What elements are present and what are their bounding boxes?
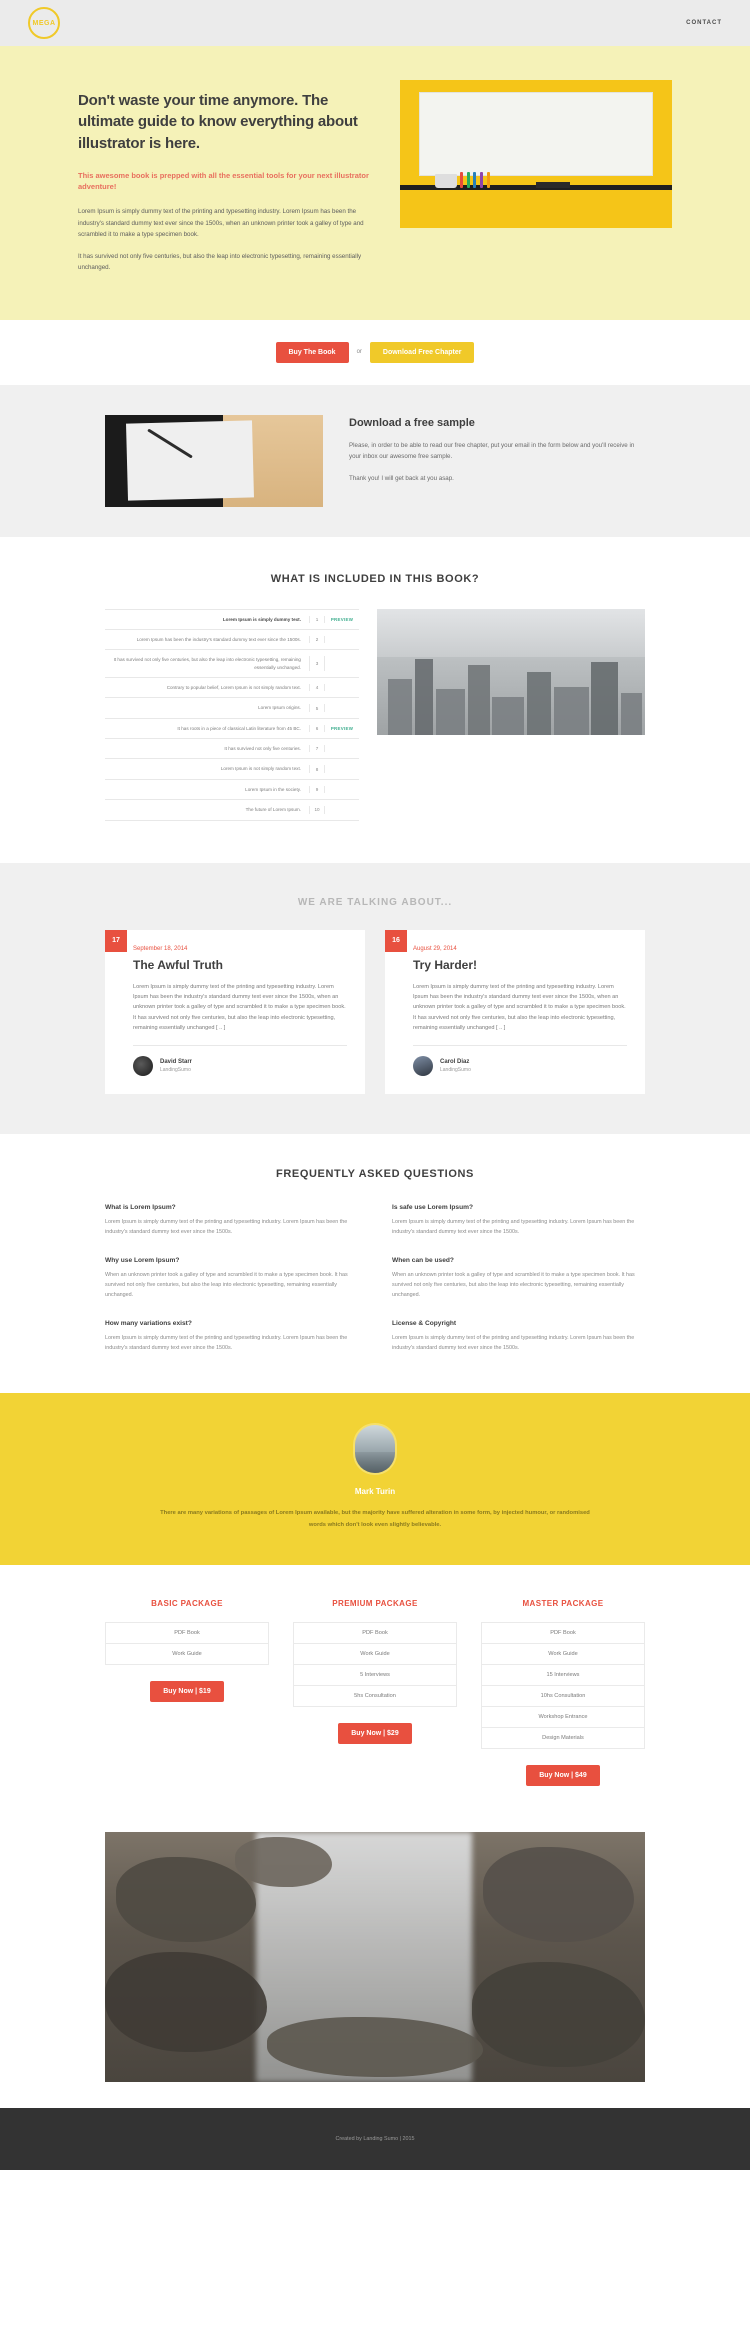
free-sample-section <box>0 385 750 537</box>
table-row[interactable] <box>105 759 359 779</box>
preview-link[interactable]: PREVIEW <box>330 725 354 731</box>
marker-icon <box>460 172 463 188</box>
plan-name: PREMIUM PACKAGE <box>332 1599 418 1609</box>
preview-link[interactable]: PREVIEW <box>330 616 354 622</box>
plan-feature: Design Materials <box>481 1727 645 1749</box>
pricing-plan-premium <box>293 1599 457 1744</box>
plan-feature: Work Guide <box>481 1643 645 1664</box>
landscape-photo <box>105 1832 645 2082</box>
faq-item <box>392 1257 645 1300</box>
chapter-title: It has survived not only five centuries, but also the leap into electronic typesetting, remaining essentially unchanged. <box>113 657 301 670</box>
sample-copy <box>349 415 645 498</box>
post-badge: 17 <box>105 930 127 952</box>
faq-answer: Lorem Ipsum is simply dummy text of the printing and typesetting industry. Lorem Ipsum has been the industry's standard dummy text ever since the 1500s. <box>105 1335 348 1352</box>
post-date: September 18, 2014 <box>133 945 188 952</box>
faq-question: What is Lorem Ipsum? <box>105 1204 176 1212</box>
blog-section-title: WE ARE TALKING ABOUT... <box>297 896 453 908</box>
pricing-plan-basic <box>105 1599 269 1702</box>
sample-paragraph: Thank you! I will get back at you asap. <box>349 475 454 483</box>
plan-feature: PDF Book <box>481 1622 645 1643</box>
included-title: WHAT IS INCLUDED IN THIS BOOK? <box>270 572 480 585</box>
testimonial-section <box>0 1393 750 1565</box>
plan-feature: 10hs Consultation <box>481 1685 645 1706</box>
logo[interactable] <box>28 7 60 39</box>
buy-now-master-button[interactable]: Buy Now | $49 <box>526 1765 599 1786</box>
chapter-number: 9 <box>309 786 325 793</box>
hero-title: Don't waste your time anymore. The ultimate guide to know everything about illustrator is here. <box>78 92 358 152</box>
faq-item <box>105 1320 358 1353</box>
faq-answer: Lorem Ipsum is simply dummy text of the printing and typesetting industry. Lorem Ipsum has been the industry's standard dummy text ever since the 1500s. <box>392 1219 635 1236</box>
whiteboard-shape <box>419 92 653 176</box>
chapter-number: 4 <box>309 684 325 691</box>
plan-feature: Work Guide <box>293 1643 457 1664</box>
chapter-title: It has roots in a piece of classical Latin literature from 45 BC. <box>177 725 301 731</box>
sample-image <box>105 415 323 507</box>
table-row[interactable] <box>105 698 359 718</box>
table-row[interactable] <box>105 678 359 698</box>
hero-image-wrap <box>400 76 672 284</box>
avatar <box>353 1423 397 1475</box>
chapter-title: Lorem Ipsum has been the industry's standard dummy text ever since the 1500s. <box>136 637 301 643</box>
hero-copy <box>78 76 378 284</box>
table-row[interactable] <box>105 780 359 800</box>
table-row[interactable] <box>105 650 359 678</box>
author-subtitle: LandingSumo <box>440 1067 471 1074</box>
desk-object-shape <box>536 182 570 188</box>
site-header <box>0 0 750 46</box>
chapter-number: 6 <box>309 725 325 732</box>
post-title[interactable]: The Awful Truth <box>133 957 223 972</box>
buy-the-book-button[interactable]: Buy The Book <box>276 342 349 363</box>
sample-paragraph: Please, in order to be able to read our free chapter, put your email in the form below and you'll receive in your inbox our awesome free sample. <box>349 441 635 460</box>
faq-title: FREQUENTLY ASKED QUESTIONS <box>276 1168 474 1181</box>
glass-shape <box>435 174 457 188</box>
pricing-section <box>0 1565 750 1816</box>
chapter-title: Lorem Ipsum origins. <box>258 705 301 711</box>
plan-feature: 5 Interviews <box>293 1664 457 1685</box>
site-footer <box>0 2108 750 2170</box>
sample-title: Download a free sample <box>349 416 475 429</box>
table-row[interactable] <box>105 739 359 759</box>
sky-shape <box>377 609 645 657</box>
avatar <box>413 1056 433 1076</box>
hero-section <box>0 46 750 320</box>
footer-credit: Created by Landing Sumo | 2015 <box>335 2136 415 2143</box>
faq-item <box>392 1204 645 1237</box>
hero-paragraph: Lorem Ipsum is simply dummy text of the printing and typesetting industry. Lorem Ipsum has been the industry's standard dummy text ever since the 1500s, when an unknown printer took a galley of type and scrambled it to make a type specimen book. <box>78 208 364 239</box>
chapter-title: It has survived not only five centuries. <box>224 746 301 752</box>
plan-feature: Work Guide <box>105 1643 269 1665</box>
buy-now-premium-button[interactable]: Buy Now | $29 <box>338 1723 411 1744</box>
faq-question: License & Copyright <box>392 1320 457 1328</box>
avatar <box>133 1056 153 1076</box>
post-author <box>413 1056 627 1076</box>
pricing-plan-master <box>481 1599 645 1786</box>
faq-answer: When an unknown printer took a galley of type and scrambled it to make a type specimen book. It has survived not only five centuries, but also the leap into electronic typesetting, remaining essentially unchanged. <box>105 1272 348 1299</box>
post-excerpt: Lorem Ipsum is simply dummy text of the printing and typesetting industry. Lorem Ipsum has been the industry's standard dummy text ever since the 1500s, when an unknown printer took a galley of type and scrambled it to make a type specimen book. It has survived not only five centuries, but also the leap into electronic typesetting, remaining essentially unchanged [ .. ] <box>133 982 347 1047</box>
cta-or-label: or <box>356 349 362 356</box>
faq-question: How many variations exist? <box>105 1320 192 1328</box>
hero-body <box>78 206 378 273</box>
blog-post-card[interactable] <box>105 930 365 1095</box>
post-date: August 29, 2014 <box>413 945 457 952</box>
chapter-number: 10 <box>309 806 325 813</box>
cta-section <box>0 320 750 385</box>
plan-feature: 5hs Consultation <box>293 1685 457 1707</box>
marker-icon <box>467 172 470 188</box>
chapter-title: The future of Lorem Ipsum. <box>245 807 301 813</box>
hero-image <box>400 80 672 228</box>
buy-now-basic-button[interactable]: Buy Now | $19 <box>150 1681 223 1702</box>
author-name: Carol Diaz <box>440 1059 470 1066</box>
city-image <box>377 609 645 735</box>
chapter-number: 3 <box>309 656 325 671</box>
faq-answer: Lorem Ipsum is simply dummy text of the printing and typesetting industry. Lorem Ipsum has been the industry's standard dummy text ever since the 1500s. <box>392 1335 635 1352</box>
marker-icon <box>480 172 483 188</box>
faq-answer: When an unknown printer took a galley of type and scrambled it to make a type specimen book. It has survived not only five centuries, but also the leap into electronic typesetting, remaining essentially unchanged. <box>392 1272 635 1299</box>
chapter-number: 2 <box>309 636 325 643</box>
nav-item-contact[interactable]: CONTACT <box>686 20 722 26</box>
chapter-number: 5 <box>309 704 325 711</box>
photo-section <box>0 1816 750 2108</box>
chapter-title: Lorem Ipsum is simply dummy text. <box>222 616 301 622</box>
faq-question: Why use Lorem Ipsum? <box>105 1257 180 1265</box>
paper-shape <box>126 420 254 501</box>
chapter-number: 8 <box>309 765 325 772</box>
blog-post-card[interactable] <box>385 930 645 1095</box>
table-row[interactable] <box>105 719 359 739</box>
faq-item <box>392 1320 645 1353</box>
hero-paragraph: It has survived not only five centuries, but also the leap into electronic typesetting, remaining essentially unchanged. <box>78 252 362 272</box>
chapter-number: 1 <box>309 616 325 623</box>
table-row[interactable] <box>105 609 359 630</box>
faq-item <box>105 1257 358 1300</box>
plan-name: BASIC PACKAGE <box>151 1599 223 1609</box>
table-row[interactable] <box>105 800 359 820</box>
plan-feature: PDF Book <box>105 1622 269 1643</box>
author-subtitle: LandingSumo <box>160 1067 191 1074</box>
plan-feature: 15 Interviews <box>481 1664 645 1685</box>
testimonial-text: There are many variations of passages of Lorem Ipsum available, but the majority have suffered alteration in some form, by injected humour, or randomised words which don't look even slightly believable. <box>160 1510 590 1528</box>
plan-feature: Workshop Entrance <box>481 1706 645 1727</box>
faq-question: When can be used? <box>392 1257 454 1265</box>
author-name: David Starr <box>160 1059 193 1066</box>
faq-question: Is safe use Lorem Ipsum? <box>392 1204 473 1212</box>
table-row[interactable] <box>105 630 359 650</box>
chapter-title: Contrary to popular belief, Lorem Ipsum is not simply random text. <box>166 685 301 691</box>
logo-text: MEGA <box>32 19 56 27</box>
marker-icon <box>473 172 476 188</box>
plan-feature: PDF Book <box>293 1622 457 1643</box>
table-of-contents <box>105 609 359 821</box>
post-badge: 16 <box>385 930 407 952</box>
chapter-number: 7 <box>309 745 325 752</box>
included-section <box>0 537 750 863</box>
post-excerpt: Lorem Ipsum is simply dummy text of the printing and typesetting industry. Lorem Ipsum has been the industry's standard dummy text ever since the 1500s, when an unknown printer took a galley of type and scrambled it to make a type specimen book. It has survived not only five centuries, but also the leap into electronic typesetting, remaining essentially unchanged [ .. ] <box>413 982 627 1047</box>
testimonial-name: Mark Turin <box>354 1487 396 1497</box>
post-author <box>133 1056 347 1076</box>
blog-section <box>0 863 750 1135</box>
chapter-title: Lorem Ipsum in the society. <box>245 786 301 792</box>
download-free-chapter-button[interactable]: Download Free Chapter <box>370 342 475 363</box>
chapter-title: Lorem Ipsum is not simply random text. <box>220 766 301 772</box>
faq-section <box>0 1134 750 1393</box>
faq-answer: Lorem Ipsum is simply dummy text of the printing and typesetting industry. Lorem Ipsum has been the industry's standard dummy text ever since the 1500s. <box>105 1219 348 1236</box>
marker-icon <box>487 172 490 188</box>
post-title[interactable]: Try Harder! <box>413 957 478 972</box>
plan-name: MASTER PACKAGE <box>522 1599 604 1609</box>
hero-subtitle: This awesome book is prepped with all the essential tools for your next illustrator adventure! <box>78 170 369 192</box>
faq-item <box>105 1204 358 1237</box>
